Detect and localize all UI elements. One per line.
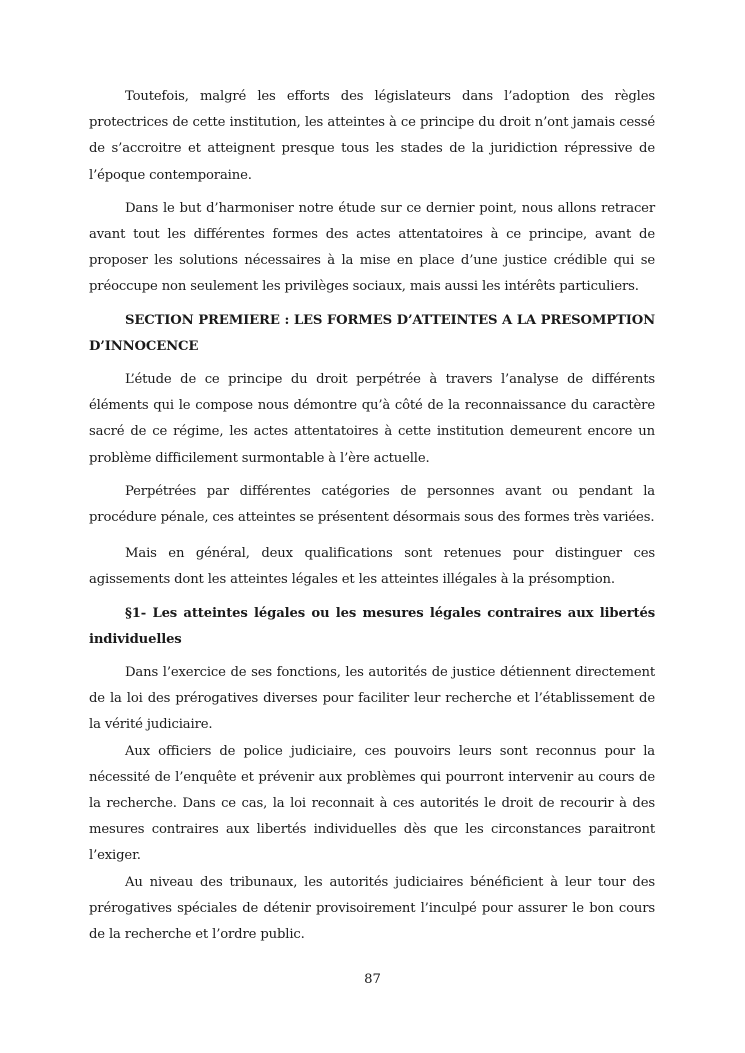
paragraph-3: L’étude de ce principe du droit perpétrée à travers l’analyse de différents éléments qui le compose nous démontre qu’à côté de la reconnaissance du caractère sacré de ce régime, les actes attentatoires à cette institution demeurent encore un problème difficilement surmontable à l’ère actuelle. (89, 372, 655, 466)
paragraph-5: Mais en général, deux qualifications sont retenues pour distinguer ces agissements dont les atteintes légales et les atteintes illégales à la présomption. (89, 546, 655, 588)
page-number: 87 (364, 972, 381, 987)
paragraph-1: Toutefois, malgré les efforts des législateurs dans l’adoption des règles protectrices de cette institution, les atteintes à ce principe du droit n’ont jamais cessé de s’accroitre et atteignent presque tous les stades de la juridiction répressive de l’époque contemporaine. (89, 89, 655, 183)
paragraph-6: Dans l’exercice de ses fonctions, les autorités de justice détiennent directement de la loi des prérogatives diverses pour faciliter leur recherche et l’établissement de la vérité judiciaire. (89, 665, 655, 733)
paragraph-2: Dans le but d’harmoniser notre étude sur ce dernier point, nous allons retracer avant tout les différentes formes des actes attentatoires à ce principe, avant de proposer les solutions nécessaires à la mise en place d’une justice crédible qui se préoccupe non seulement les privilèges sociaux, mais aussi les intérêts particuliers. (89, 200, 655, 295)
paragraph-8: Au niveau des tribunaux, les autorités judiciaires bénéficient à leur tour des prérogatives spéciales de détenir provisoirement l’inculpé pour assurer le bon cours de la recherche et l’ordre public. (89, 874, 655, 943)
document-page (89, 84, 655, 948)
paragraph-4: Perpétrées par différentes catégories de personnes avant ou pendant la procédure pénale, ces atteintes se présentent désormais sous des formes très variées. (89, 483, 655, 526)
subsection-heading: §1- Les atteintes légales ou les mesures légales contraires aux libertés individuelles (89, 605, 655, 647)
paragraph-7: Aux officiers de police judiciaire, ces pouvoirs leurs sont reconnus pour la nécessité de l’enquête et prévenir aux problèmes qui pourront intervenir au cours de la recherche. Dans ce cas, la loi reconnait à ces autorités le droit de recourir à des mesures contraires aux libertés individuelles dès que les circonstances paraitront l’exiger. (89, 743, 655, 864)
section-heading: SECTION PREMIERE : LES FORMES D’ATTEINTES A LA PRESOMPTION D’INNOCENCE (89, 312, 655, 354)
